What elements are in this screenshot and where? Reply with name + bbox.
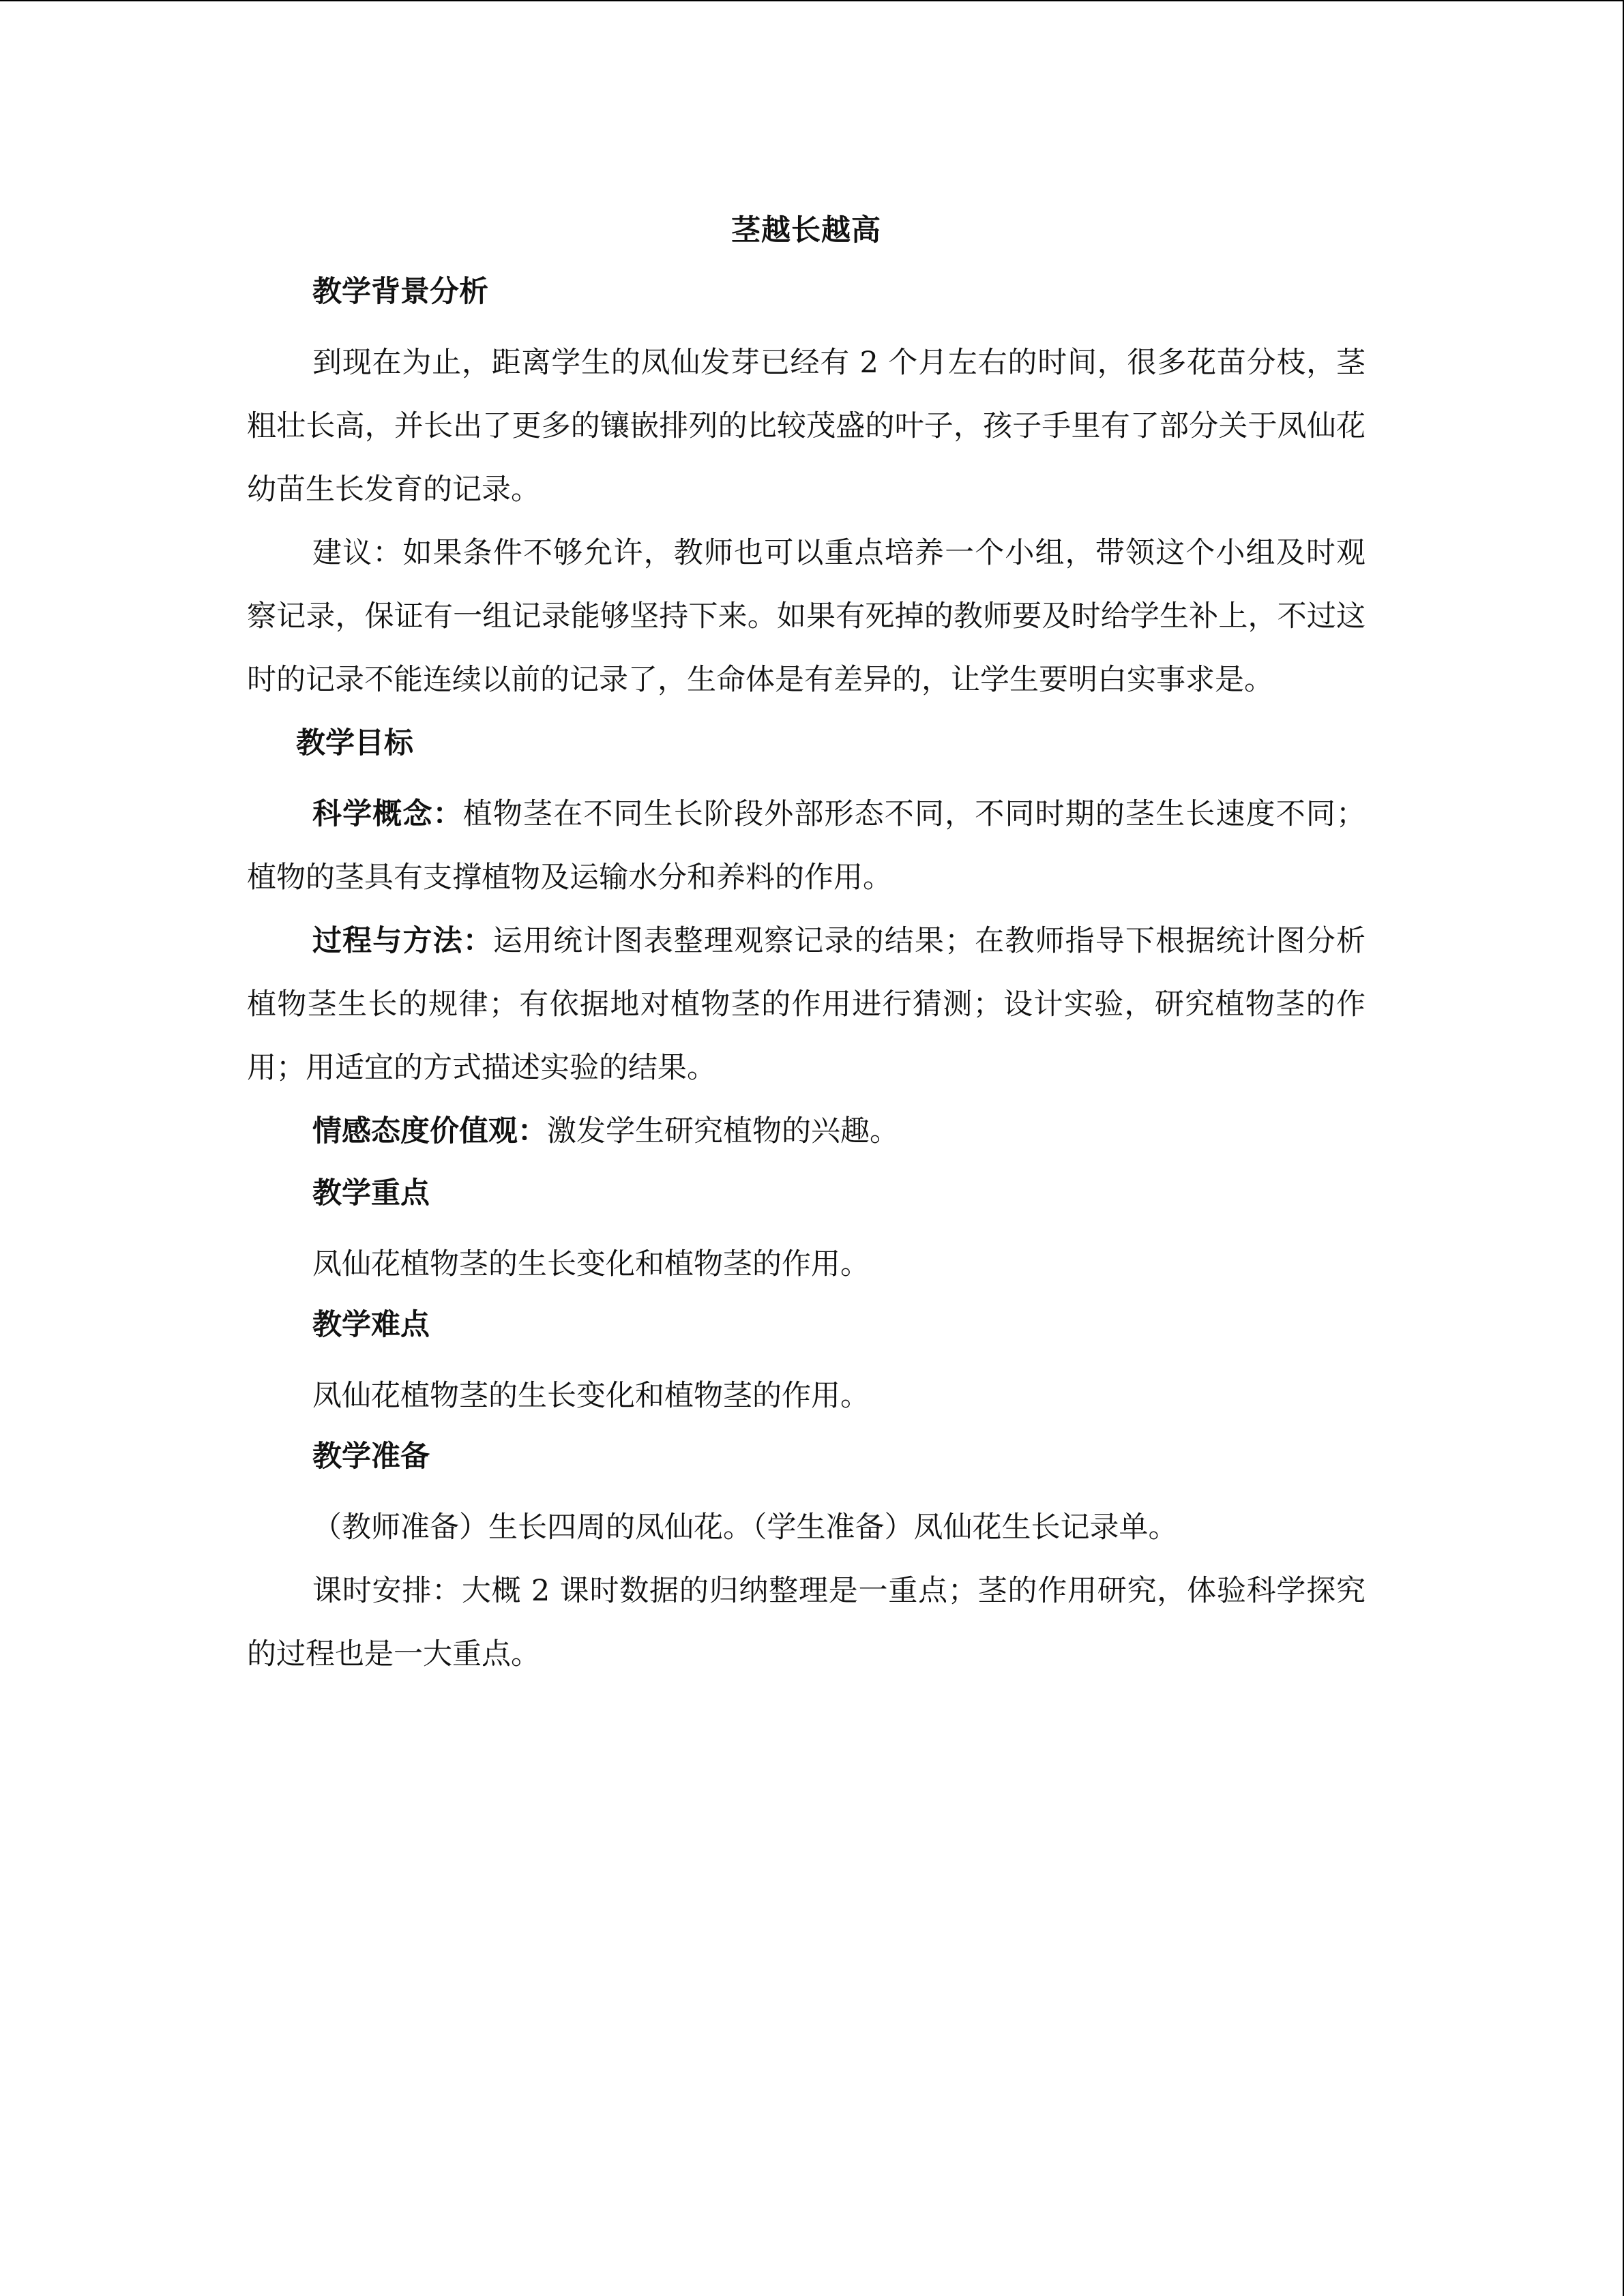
goal-process-text: 运用统计图表整理观察记录的结果；在教师指导下根据统计图分析植物茎生长的规律；有依据地对植物茎的作用进行猜测；设计实验，研究植物茎的作用；用适宜的方式描述实验的结果。 [247, 924, 1366, 1085]
document-body [247, 206, 1365, 1686]
background-paragraph-2: 建议：如果条件不够允许，教师也可以重点培养一个小组，带领这个小组及时观察记录，保证有一组记录能够坚持下来。如果有死掉的教师要及时给学生补上，不过这时的记录不能连续以前的记录了，生命体是有差异的，让学生要明白实事求是。 [247, 536, 1365, 697]
heading-goals: 教学目标 [296, 726, 413, 760]
goal-science-label: 科学概念： [312, 797, 463, 831]
preparation-paragraph-2: 课时安排：大概 2 课时数据的归纳整理是一重点；茎的作用研究，体验科学探究的过程也是一大重点。 [247, 1574, 1365, 1671]
heading-key-points: 教学重点 [312, 1176, 430, 1210]
goal-process-label: 过程与方法： [312, 924, 493, 958]
goal-attitude-label: 情感态度价值观： [312, 1114, 547, 1148]
document-title: 茎越长越高 [731, 213, 881, 248]
heading-difficulties: 教学难点 [312, 1308, 430, 1342]
key-points-text: 凤仙花植物茎的生长变化和植物茎的作用。 [312, 1247, 870, 1281]
goal-science-text: 植物茎在不同生长阶段外部形态不同，不同时期的茎生长速度不同；植物的茎具有支撑植物及运输水分和养料的作用。 [247, 797, 1366, 895]
goal-attitude-text: 激发学生研究植物的兴趣。 [547, 1114, 899, 1148]
goal-process-paragraph [247, 910, 1365, 1100]
background-paragraph-1: 到现在为止，距离学生的凤仙发芽已经有 2 个月左右的时间，很多花苗分枝，茎粗壮长高，并长出了更多的镶嵌排列的比较茂盛的叶子，孩子手里有了部分关于凤仙花幼苗生长发育的记录。 [247, 346, 1365, 507]
goal-science-paragraph [247, 783, 1365, 910]
preparation-paragraph-1: （教师准备）生长四周的凤仙花。（学生准备）凤仙花生长记录单。 [312, 1510, 1178, 1545]
heading-preparation: 教学准备 [312, 1440, 430, 1474]
goal-attitude-paragraph [247, 1100, 1365, 1163]
heading-background: 教学背景分析 [312, 275, 488, 309]
difficulties-text: 凤仙花植物茎的生长变化和植物茎的作用。 [312, 1379, 870, 1413]
